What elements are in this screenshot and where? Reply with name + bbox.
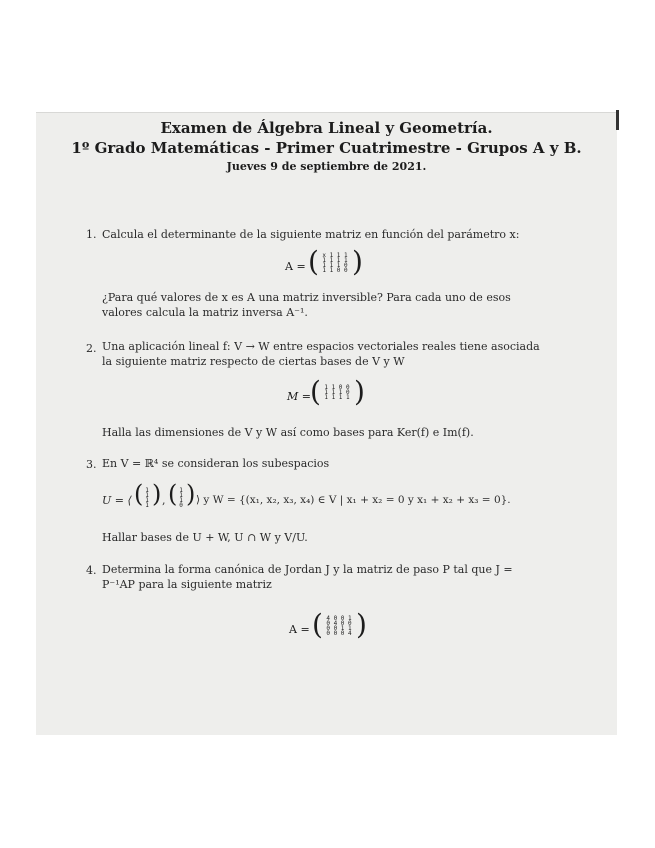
- question-2-text-line-2: la siguiente matriz respecto de ciertas bases de V y W: [102, 355, 405, 368]
- question-4-matrix: [322, 616, 356, 636]
- vector-entry: 1: [145, 492, 149, 499]
- matrix-row: 1 1 1 0: [324, 389, 350, 396]
- question-1-followup-line-2: valores calcula la matriz inversa A⁻¹.: [102, 306, 308, 319]
- matrix-row: 1 1 0 0: [322, 267, 348, 274]
- question-3-equation-left: U = ⟨: [102, 494, 132, 507]
- exam-paper: [36, 112, 617, 735]
- question-2-matrix-left-paren: (: [310, 375, 321, 408]
- question-1-matrix-right-paren: ): [352, 245, 363, 278]
- vector-2-left-paren: (: [168, 480, 178, 508]
- question-2-matrix-label: M =: [287, 390, 311, 403]
- question-4-matrix-left-paren: (: [312, 608, 323, 641]
- matrix-row: 1 1 1 0: [322, 262, 348, 269]
- vector-entry: 1: [145, 497, 149, 504]
- question-3-vector-2: [177, 488, 185, 508]
- vector-entry: 1: [145, 502, 149, 509]
- question-4-matrix-label: A =: [289, 623, 310, 636]
- question-3-equation-right: ⟩ y W = {(x₁, x₂, x₃, x₄) ∈ V | x₁ + x₂ = 0 y x₁ + x₂ + x₃ = 0}.: [196, 494, 511, 506]
- question-2-matrix: [320, 385, 354, 400]
- vector-2-right-paren: ): [186, 480, 196, 508]
- vector-separator: ,: [162, 494, 166, 507]
- question-1-matrix: [318, 253, 352, 273]
- question-3-followup: Hallar bases de U + W, U ∩ W y V/U.: [102, 531, 308, 544]
- question-4-number: 4.: [86, 564, 97, 577]
- vector-entry: 1: [179, 492, 183, 499]
- vector-entry: 1: [179, 487, 183, 494]
- question-3-text: En V = ℝ⁴ se consideran los subespacios: [102, 457, 330, 470]
- exam-title: Examen de Álgebra Lineal y Geometría.: [160, 119, 493, 137]
- vector-1-left-paren: (: [134, 480, 144, 508]
- matrix-row: 0 4 0 0: [326, 620, 352, 627]
- question-2-matrix-right-paren: ): [354, 375, 365, 408]
- question-2-number: 2.: [86, 342, 97, 355]
- question-1-number: 1.: [86, 228, 97, 241]
- matrix-row: 0 0 0 4: [326, 630, 352, 637]
- question-1-followup-line-1: ¿Para qué valores de x es A una matriz inversible? Para cada uno de esos: [102, 291, 511, 304]
- question-1-matrix-label: A =: [285, 260, 306, 273]
- question-3-vector-1: [143, 488, 151, 508]
- question-3-number: 3.: [86, 458, 97, 471]
- matrix-row: x 1 1 1: [322, 252, 348, 259]
- question-2-followup: Halla las dimensiones de V y W así como bases para Ker(f) e Im(f).: [102, 426, 474, 439]
- matrix-row: 0 0 1 1: [326, 625, 352, 632]
- vector-entry: 0: [179, 502, 183, 509]
- matrix-row: 4 0 0 1: [326, 615, 352, 622]
- matrix-row: 1 1 0 0: [324, 384, 350, 391]
- question-4-matrix-right-paren: ): [356, 608, 367, 641]
- matrix-row: 1 1 1 1: [324, 394, 350, 401]
- question-2-text-line-1: Una aplicación lineal f: V → W entre espacios vectoriales reales tiene asociada: [102, 340, 540, 353]
- vector-entry: 1: [179, 497, 183, 504]
- exam-subtitle: 1º Grado Matemáticas - Primer Cuatrimestre - Grupos A y B.: [71, 139, 582, 157]
- question-4-text-line-2: P⁻¹AP para la siguiente matriz: [102, 578, 272, 591]
- question-4-text-line-1: Determina la forma canónica de Jordan J y la matriz de paso P tal que J =: [102, 563, 513, 576]
- vector-entry: 1: [145, 487, 149, 494]
- question-1-text: Calcula el determinante de la siguiente matriz en función del parámetro x:: [102, 228, 520, 241]
- matrix-row: 1 1 1 1: [322, 257, 348, 264]
- vector-1-right-paren: ): [152, 480, 162, 508]
- exam-date: Jueves 9 de septiembre de 2021.: [226, 160, 427, 173]
- question-1-matrix-left-paren: (: [308, 245, 319, 278]
